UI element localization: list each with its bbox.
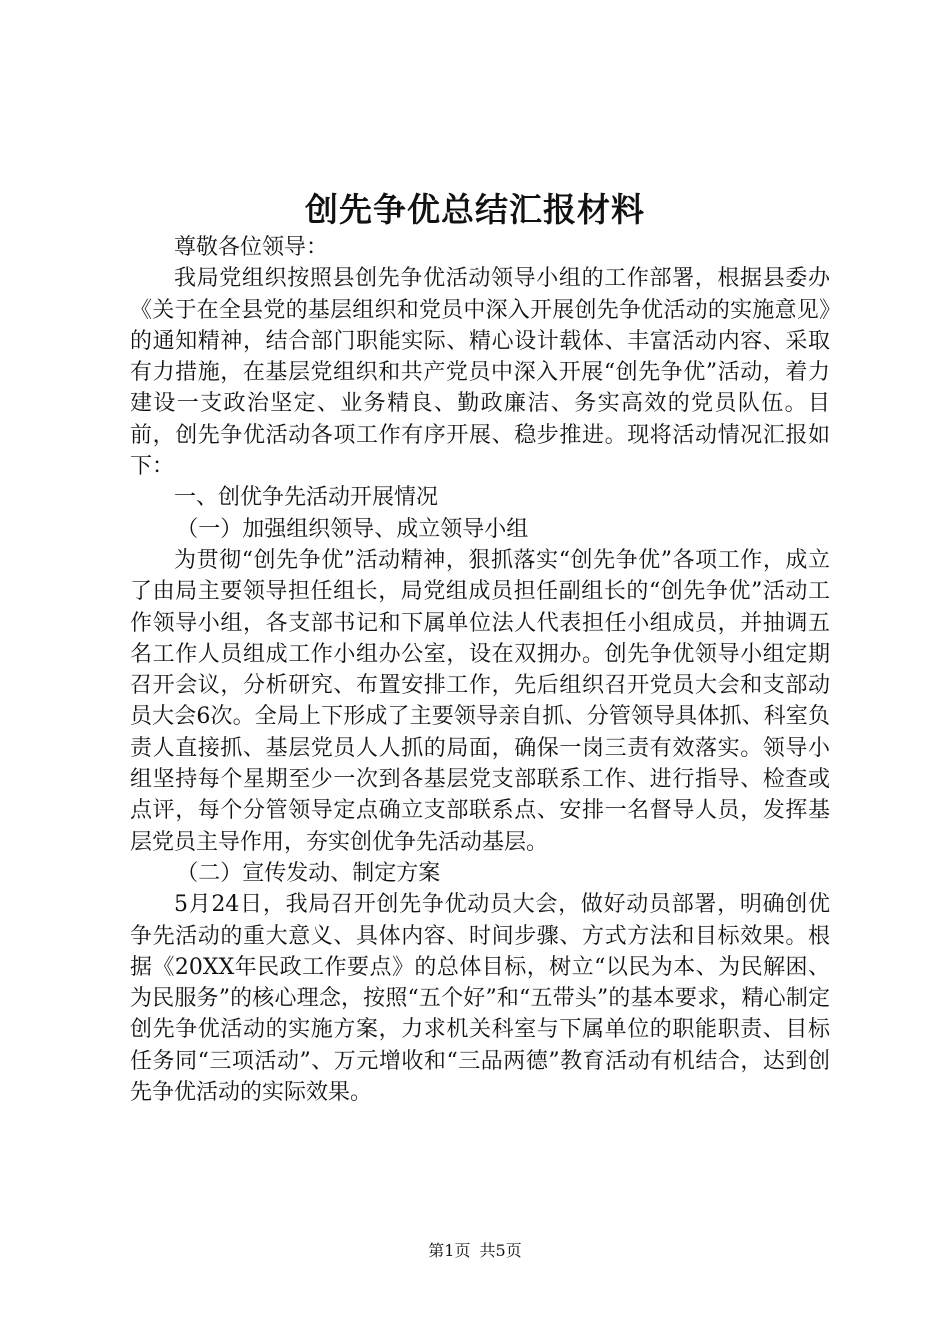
salutation: 尊敬各位领导： <box>174 235 329 260</box>
page-footer <box>0 1240 950 1262</box>
document-title: 创先争优总结汇报材料 <box>305 190 645 229</box>
subsection-heading-2: （二）宣传发动、制定方案 <box>176 860 441 886</box>
subsection-2-paragraph: 5月24日，我局召开创先争优动员大会，做好动员部署，明确创优争先活动的重大意义、具体内容、时间步骤、方式方法和目标效果。根据《20XX年民政工作要点》的总体目标，树立“以民为本、为民解困、为民服务”的核心理念，按照“五个好”和“五带头”的基本要求，精心制定创先争优活动的实施方案，力求机关科室与下属单位的职能职责、目标任务同“三项活动”、万元增收和“三品两德”教育活动有机结合，达到创先争优活动的实际效果。 <box>130 892 830 1106</box>
subsection-heading-1: （一）加强组织领导、成立领导小组 <box>176 516 529 542</box>
section-heading: 一、创优争先活动开展情况 <box>174 485 439 511</box>
page-total: 共5页 <box>479 1241 522 1260</box>
page-number: 第1页 <box>428 1241 471 1260</box>
document-body <box>130 232 830 1108</box>
intro-paragraph: 我局党组织按照县创先争优活动领导小组的工作部署，根据县委办《关于在全县党的基层组织和党员中深入开展创先争优活动的实施意见》的通知精神，结合部门职能实际、精心设计载体、丰富活动内容、采取有力措施，在基层党组织和共产党员中深入开展“创先争优”活动，着力建设一支政治坚定、业务精良、勤政廉洁、务实高效的党员队伍。目前，创先争优活动各项工作有序开展、稳步推进。现将活动情况汇报如下： <box>130 266 830 480</box>
subsection-1-paragraph: 为贯彻“创先争优”活动精神，狠抓落实“创先争优”各项工作，成立了由局主要领导担任组长，局党组成员担任副组长的“创先争优”活动工作领导小组，各支部书记和下属单位法人代表担任小组成员，并抽调五名工作人员组成工作小组办公室，设在双拥办。创先争优领导小组定期召开会议，分析研究、布置安排工作，先后组织召开党员大会和支部动员大会6次。全局上下形成了主要领导亲自抓、分管领导具体抓、科室负责人直接抓、基层党员人人抓的局面，确保一岗三责有效落实。领导小组坚持每个星期至少一次到各基层党支部联系工作、进行指导、检查或点评，每个分管领导定点确立支部联系点、安排一名督导人员，发挥基层党员主导作用，夯实创优争先活动基层。 <box>130 547 830 855</box>
